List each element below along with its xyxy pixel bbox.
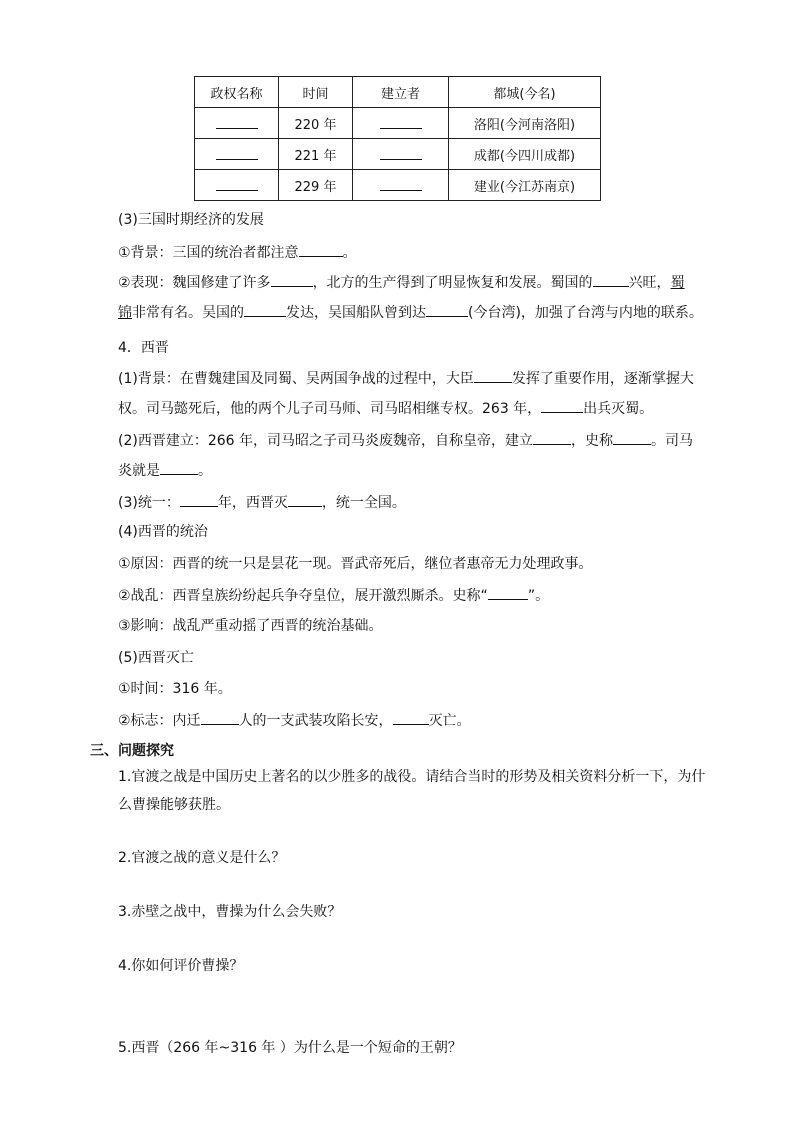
fill-blank[interactable] — [180, 492, 218, 507]
fill-blank[interactable] — [288, 492, 322, 507]
fill-blank[interactable] — [533, 430, 571, 445]
cell-capital: 成都(今四川成都) — [449, 139, 601, 170]
cell-year: 220 年 — [279, 108, 353, 139]
header-time: 时间 — [279, 77, 353, 108]
regime-table — [194, 76, 601, 201]
cell-capital: 建业(今江苏南京) — [449, 170, 601, 201]
fill-blank[interactable] — [593, 272, 629, 287]
jin-fall-title: (5)西晋灭亡 — [118, 650, 194, 666]
header-founder: 建立者 — [353, 77, 449, 108]
blank-founder[interactable] — [353, 108, 449, 139]
fill-blank[interactable] — [393, 710, 429, 725]
jin-unification: (3)统一： 年，西晋灭 ，统一全国。 — [118, 492, 708, 513]
header-regime-name: 政权名称 — [195, 77, 279, 108]
question-4: 4.你如何评价曹操？ — [118, 958, 244, 974]
blank-founder[interactable] — [353, 139, 449, 170]
fill-blank[interactable] — [426, 302, 468, 317]
blank-regime[interactable] — [195, 170, 279, 201]
econ-title: (3)三国时期经济的发展 — [118, 212, 264, 228]
fill-blank[interactable] — [201, 710, 239, 725]
question-2: 2.官渡之战的意义是什么？ — [118, 850, 286, 866]
cell-year: 221 年 — [279, 139, 353, 170]
jin-rule-impact: ③影响：战乱严重动摇了西晋的统治基础。 — [118, 618, 383, 634]
cell-year: 229 年 — [279, 170, 353, 201]
jin-rule-war: ②战乱：西晋皇族纷纷起兵争夺皇位，展开激烈厮杀。史称“ ”。 — [118, 585, 708, 606]
fill-blank[interactable] — [488, 585, 528, 600]
header-capital: 都城(今名) — [449, 77, 601, 108]
fill-blank[interactable] — [244, 302, 286, 317]
table-row — [195, 170, 601, 201]
fill-blank[interactable] — [160, 460, 198, 475]
blank-regime[interactable] — [195, 139, 279, 170]
jin-fall-sign: ②标志：内迁 人的一支武装攻陷长安， 灭亡。 — [118, 710, 708, 731]
question-5: 5.西晋（266 年~316 年 ）为什么是一个短命的王朝？ — [118, 1040, 462, 1056]
jin-background: (1)背景：在曹魏建国及同蜀、吴两国争战的过程中，大臣 发挥了重要作用，逐渐掌握大 权。司马懿死后，他的两个儿子司马师、司马昭相继专权。263 年， 出兵灭蜀。 — [118, 364, 708, 424]
jin-title: 4．西晋 — [118, 340, 169, 356]
fill-blank[interactable] — [474, 368, 512, 383]
section-heading: 三、问题探究 — [90, 743, 174, 759]
econ-performance: ②表现：魏国修建了许多 ，北方的生产得到了明显恢复和发展。蜀国的 兴旺，蜀 锦非常有名。吴国的 发达，吴国船队曾到达 (今台湾)，加强了台湾与内地的联系。 — [118, 268, 708, 328]
blank-regime[interactable] — [195, 108, 279, 139]
jin-rule-cause: ①原因：西晋的统一只是昙花一现。晋武帝死后，继位者惠帝无力处理政事。 — [118, 556, 593, 572]
jin-fall-time: ①时间：316 年。 — [118, 681, 232, 697]
jin-establishment: (2)西晋建立：266 年，司马昭之子司马炎废魏帝，自称皇帝，建立 ，史称 。司马 炎就是 。 — [118, 426, 708, 486]
cell-capital: 洛阳(今河南洛阳) — [449, 108, 601, 139]
question-1: 1.官渡之战是中国历史上著名的以少胜多的战役。请结合当时的形势及相关资料分析一下，为什么曹操能够获胜。 — [118, 769, 706, 813]
fill-blank[interactable] — [613, 430, 651, 445]
econ-background: ①背景：三国的统治者都注意 。 — [118, 242, 708, 263]
fill-blank[interactable] — [271, 272, 313, 287]
blank-founder[interactable] — [353, 170, 449, 201]
jin-rule-title: (4)西晋的统治 — [118, 524, 208, 540]
table-row — [195, 139, 601, 170]
table-header-row — [195, 77, 601, 108]
fill-blank[interactable] — [299, 242, 343, 257]
table-row — [195, 108, 601, 139]
question-3: 3.赤壁之战中，曹操为什么会失败？ — [118, 904, 342, 920]
fill-blank[interactable] — [541, 398, 583, 413]
